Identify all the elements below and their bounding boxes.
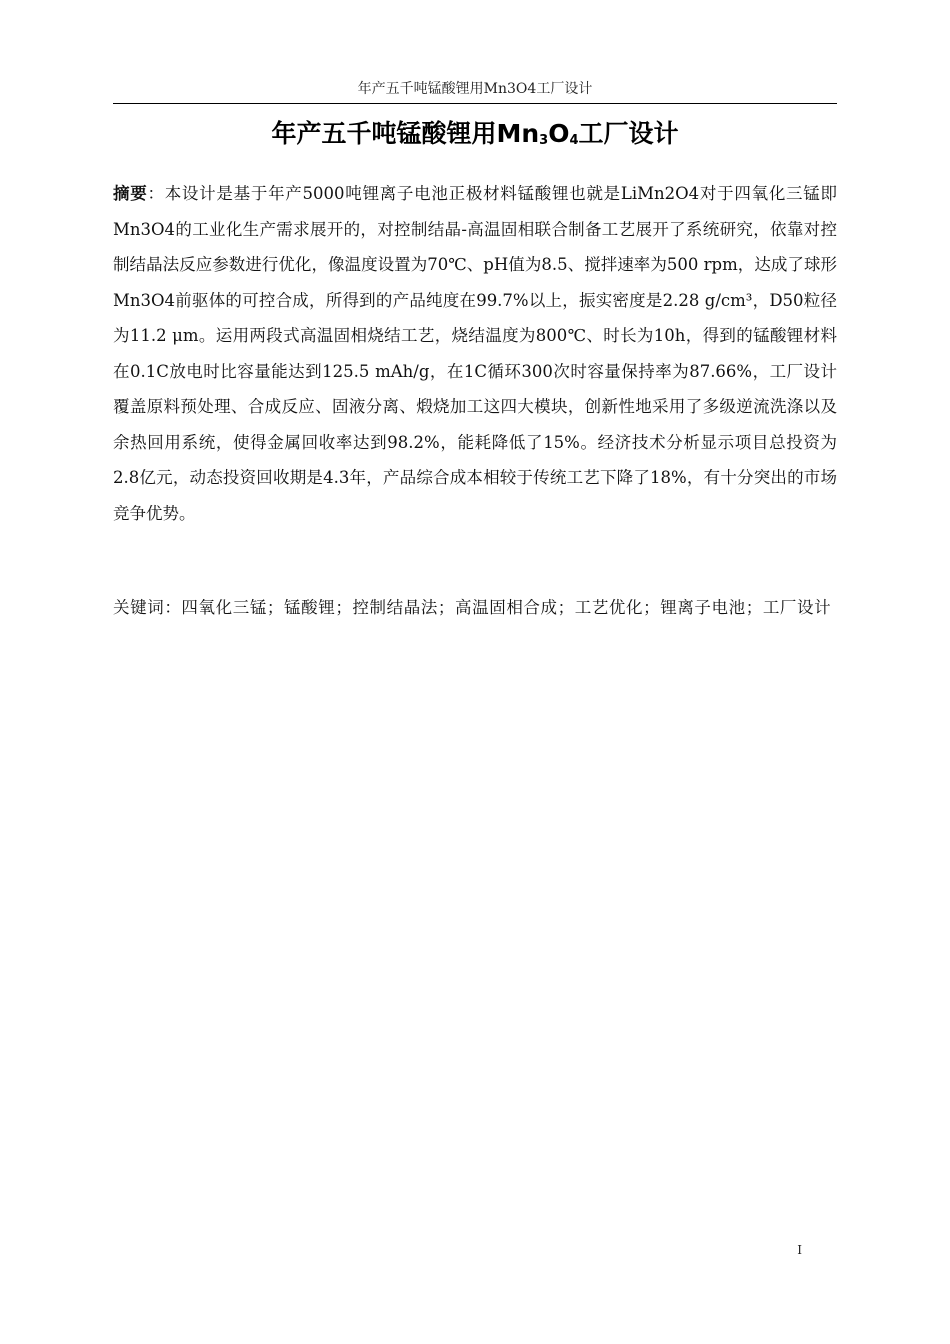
keywords-label: 关键词 bbox=[113, 598, 165, 617]
title-formula-mn: Mn bbox=[496, 119, 540, 148]
keywords-text: 四氧化三锰；锰酸锂；控制结晶法；高温固相合成；工艺优化；锂离子电池；工厂设计 bbox=[181, 598, 832, 617]
abstract-text: 本设计是基于年产5000吨锂离子电池正极材料锰酸锂也就是LiMn2O4对于四氧化三锰即Mn3O4的工业化生产需求展开的，对控制结晶-高温固相联合制备工艺展开了系统研究，依靠对控制结晶法反应参数进行优化，像温度设置为70℃、pH值为8.5、搅拌速率为500 rpm，达成了球形Mn3O4前驱体的可控合成，所得到的产品纯度在99.7%以上，振实密度是2.28 g/cm³，D50粒径为11.2 μm。运用两段式高温固相烧结工艺，烧结温度为800℃、时长为10h，得到的锰酸锂材料在0.1C放电时比容量能达到125.5 mAh/g，在1C循环300次时容量保持率为87.66%，工厂设计覆盖原料预处理、合成反应、固液分离、煅烧加工这四大模块，创新性地采用了多级逆流洗涤以及余热回用系统，使得金属回收率达到98.2%，能耗降低了15%。经济技术分析显示项目总投资为2.8亿元，动态投资回收期是4.3年，产品综合成本相较于传统工艺下降了18%，有十分突出的市场竞争优势。 bbox=[113, 184, 838, 523]
abstract-label: 摘要 bbox=[113, 184, 148, 203]
title-formula-sub4: 4 bbox=[569, 133, 579, 148]
abstract-separator: ： bbox=[147, 184, 165, 203]
keywords-separator: ： bbox=[164, 598, 182, 617]
document-title bbox=[113, 114, 837, 161]
keywords-paragraph bbox=[113, 590, 837, 626]
page-number: I bbox=[797, 1243, 802, 1257]
title-formula-sub3: 3 bbox=[539, 133, 549, 148]
title-suffix: 工厂设计 bbox=[578, 119, 679, 148]
running-header: 年产五千吨锰酸锂用Mn3O4工厂设计 bbox=[357, 81, 593, 97]
header-divider bbox=[113, 103, 837, 104]
title-formula-o: O bbox=[548, 119, 570, 148]
abstract-paragraph bbox=[113, 176, 837, 531]
title-prefix: 年产五千吨锰酸锂用 bbox=[271, 119, 497, 148]
